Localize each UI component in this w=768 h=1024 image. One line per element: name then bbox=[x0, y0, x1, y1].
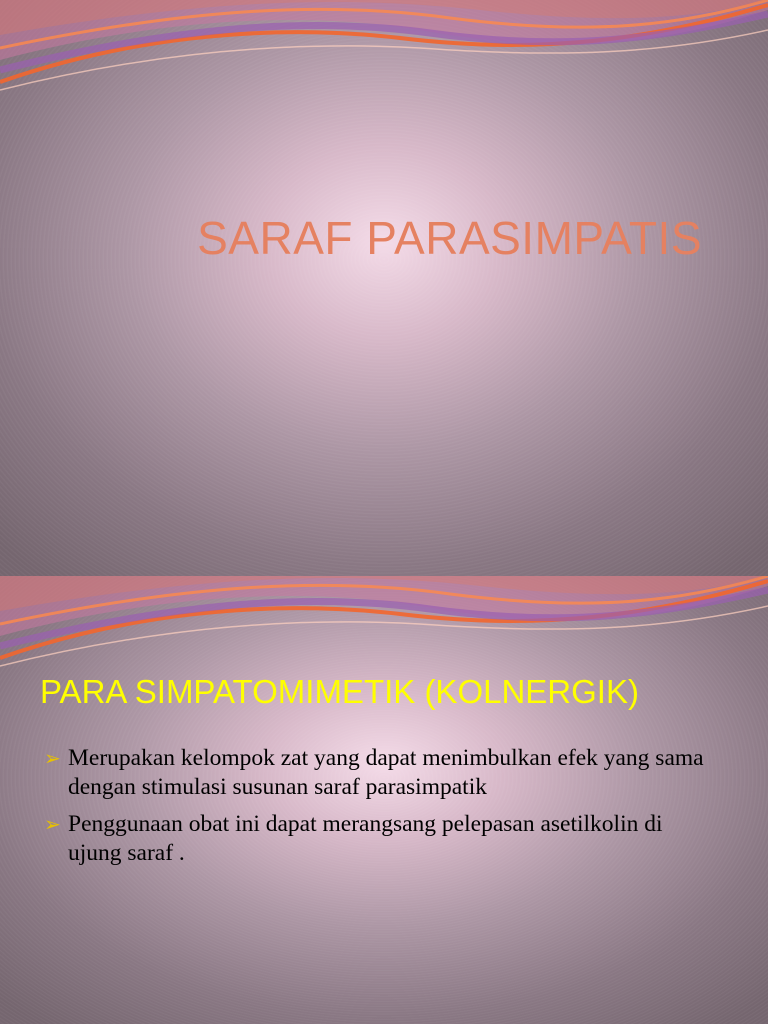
slide-title: PARA SIMPATOMIMETIK (KOLNERGIK) bbox=[40, 673, 639, 710]
slide-2 bbox=[0, 576, 768, 1024]
arrow-bullet-icon: ➢ bbox=[44, 814, 61, 836]
bullet-text: Merupakan kelompok zat yang dapat menimbulkan efek yang sama dengan stimulasi susunan saraf parasimpatik bbox=[68, 745, 704, 800]
wave-decoration bbox=[0, 0, 768, 110]
bullet-item bbox=[44, 810, 714, 868]
slide-title: SARAF PARASIMPATIS bbox=[197, 212, 702, 264]
bullet-item bbox=[44, 744, 714, 802]
bullet-text: Penggunaan obat ini dapat merangsang pelepasan asetilkolin di ujung saraf . bbox=[68, 811, 663, 866]
wave-decoration bbox=[0, 576, 768, 686]
bullet-list bbox=[44, 744, 714, 876]
arrow-bullet-icon: ➢ bbox=[44, 748, 61, 770]
